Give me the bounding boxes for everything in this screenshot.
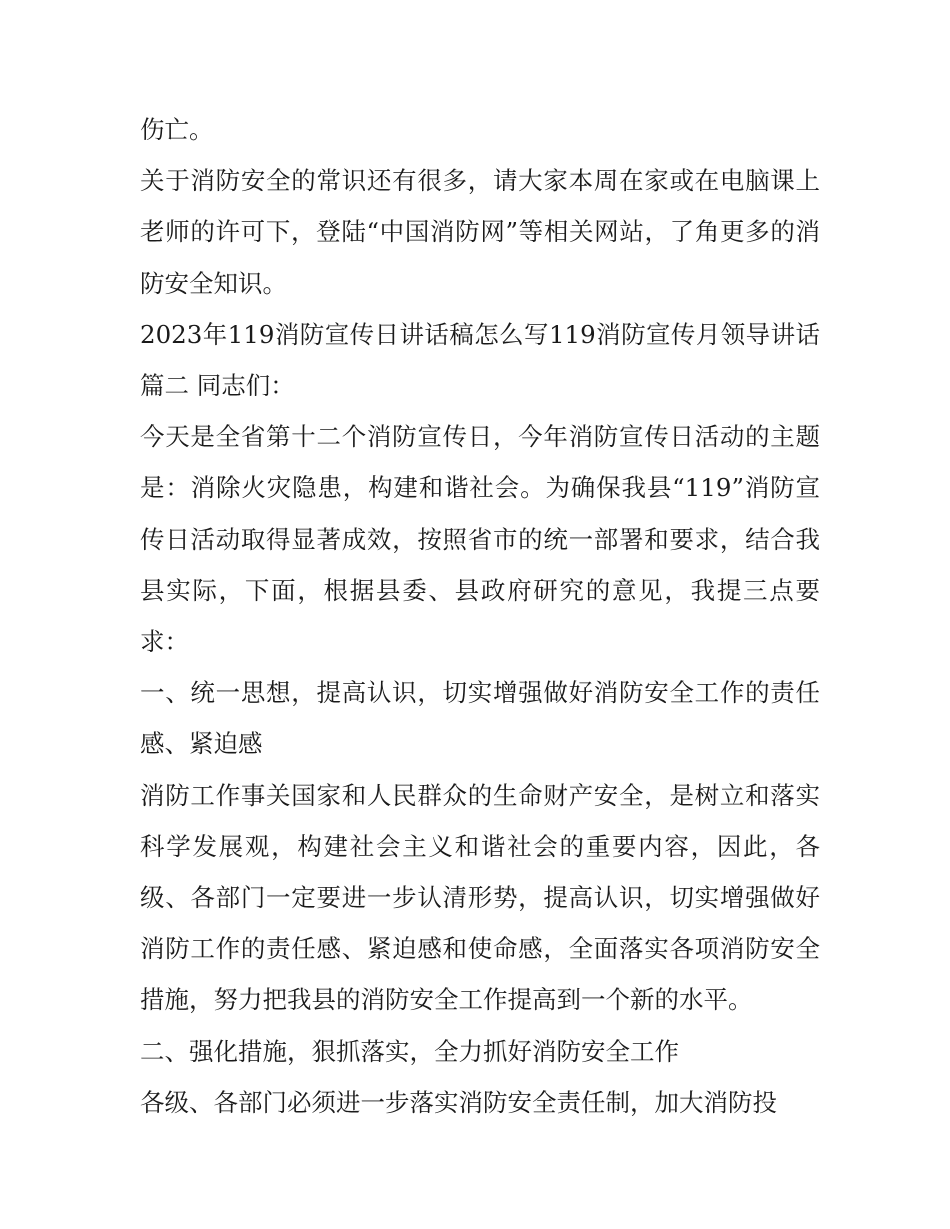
paragraph-intro: 今天是全省第十二个消防宣传日，今年消防宣传日活动的主题是：消除火灾隐患，构建和谐社会。为确保我县“119”消防宣传日活动取得显著成效，按照省市的统一部署和要求，结合我县实际，下面，根据县委、县政府研究的意见，我提三点要求： — [140, 422, 820, 657]
paragraph-speech-title: 2023年119消防宣传日讲话稿怎么写119消防宣传月领导讲话篇二 同志们： — [140, 319, 820, 401]
paragraph-section-two: 各级、各部门必须进一步落实消防安全责任制，加大消防投 — [140, 1087, 777, 1117]
paragraph-safety-knowledge: 关于消防安全的常识还有很多，请大家本周在家或在电脑课上老师的许可下，登陆“中国消防网”等相关网站，了角更多的消防安全知识。 — [140, 166, 820, 298]
paragraph-casualties: 伤亡。 — [140, 115, 214, 144]
document-body — [140, 104, 820, 1128]
paragraph-section-one: 消防工作事关国家和人民群众的生命财产安全，是树立和落实科学发展观，构建社会主义和谐社会的重要内容，因此，各级、各部门一定要进一步认清形势，提高认识，切实增强做好消防工作的责任感、紧迫感和使命感，全面落实各项消防安全措施，努力把我县的消防安全工作提高到一个新的水平。 — [140, 780, 820, 1015]
heading-section-one: 一、统一思想，提高认识，切实增强做好消防安全工作的责任感、紧迫感 — [140, 678, 820, 759]
heading-section-two: 二、强化措施，狠抓落实，全力抓好消防安全工作 — [140, 1036, 679, 1066]
